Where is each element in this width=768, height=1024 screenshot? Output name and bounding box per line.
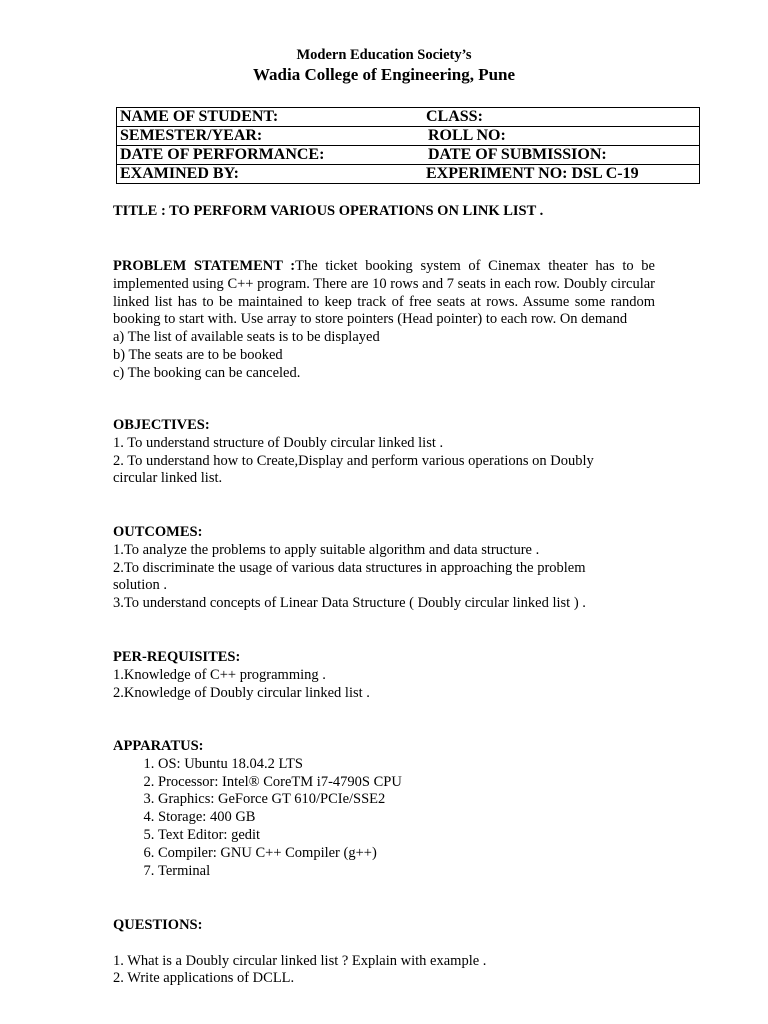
semester-year-label: SEMESTER/YEAR:: [117, 127, 424, 146]
outcomes-section: [113, 524, 655, 613]
list-item: 1. To understand structure of Doubly circular linked list .: [113, 434, 444, 451]
list-item: 6. Compiler: GNU C++ Compiler (g++): [158, 845, 655, 863]
list-item: 5. Text Editor: gedit: [158, 827, 655, 845]
list-item: 3. Graphics: GeForce GT 610/PCIe/SSE2: [158, 791, 655, 809]
prerequisites-heading: PER-REQUISITES:: [113, 649, 241, 665]
date-of-submission-label: DATE OF SUBMISSION:: [423, 146, 700, 165]
list-item: 1. OS: Ubuntu 18.04.2 LTS: [158, 756, 655, 774]
table-row: [117, 108, 700, 127]
date-of-performance-label: DATE OF PERFORMANCE:: [117, 146, 424, 165]
list-item: 7. Terminal: [158, 863, 655, 881]
list-item: 3.To understand concepts of Linear Data Structure ( Doubly circular linked list ) .: [113, 595, 586, 612]
objectives-heading: OBJECTIVES:: [113, 417, 210, 433]
society-name: Modern Education Society’s: [296, 47, 472, 63]
list-item: 2. Write applications of DCLL.: [113, 970, 295, 987]
list-item: 2.To discriminate the usage of various data structures in approaching the problem solution .: [113, 559, 586, 594]
table-row: [117, 127, 700, 146]
list-item: 2. To understand how to Create,Display and perform various operations on Doubly circular linked list.: [113, 452, 594, 487]
apparatus-list: [113, 756, 655, 881]
class-label: CLASS:: [423, 108, 700, 127]
roll-no-label: ROLL NO:: [423, 127, 700, 146]
problem-statement: [113, 258, 655, 383]
apparatus-section: [113, 738, 655, 880]
objectives-section: [113, 417, 655, 488]
name-of-student-label: NAME OF STUDENT:: [117, 108, 424, 127]
list-item: 1.To analyze the problems to apply suitable algorithm and data structure .: [113, 541, 540, 558]
questions-heading: QUESTIONS:: [113, 917, 203, 933]
problem-paragraph: [113, 258, 655, 329]
outcomes-heading: OUTCOMES:: [113, 524, 203, 540]
list-item: 1. What is a Doubly circular linked list ? Explain with example .: [113, 952, 487, 969]
spacer: [113, 935, 655, 953]
list-item: c) The booking can be canceled.: [113, 364, 301, 381]
experiment-title: TITLE : TO PERFORM VARIOUS OPERATIONS ON LINK LIST .: [113, 203, 544, 219]
examined-by-label: EXAMINED BY:: [117, 165, 424, 184]
college-name: Wadia College of Engineering, Pune: [252, 65, 516, 84]
list-item: 2.Knowledge of Doubly circular linked list .: [113, 684, 370, 701]
table-row: [117, 146, 700, 165]
questions-section: [113, 917, 655, 988]
problem-label: PROBLEM STATEMENT :: [113, 258, 296, 274]
problem-text: The ticket booking system of Cinemax theater has to be implemented using C++ program. There are 10 rows and 7 seats in each row. Doubly circular linked list has to be maintained to keep track of free seats at rows. Assume some random booking to start with. Use array to store pointers (Head pointer) to each row. On demand: [113, 258, 655, 328]
apparatus-heading: APPARATUS:: [113, 738, 204, 754]
list-item: a) The list of available seats is to be displayed: [113, 329, 380, 346]
prerequisites-section: [113, 649, 655, 702]
student-info-table: [116, 107, 700, 184]
list-item: 1.Knowledge of C++ programming .: [113, 666, 326, 683]
table-row: [117, 165, 700, 184]
experiment-no-label: EXPERIMENT NO: DSL C-19: [423, 165, 700, 184]
list-item: 2. Processor: Intel® CoreTM i7-4790S CPU: [158, 774, 655, 792]
list-item: 4. Storage: 400 GB: [158, 809, 655, 827]
list-item: b) The seats are to be booked: [113, 346, 283, 363]
